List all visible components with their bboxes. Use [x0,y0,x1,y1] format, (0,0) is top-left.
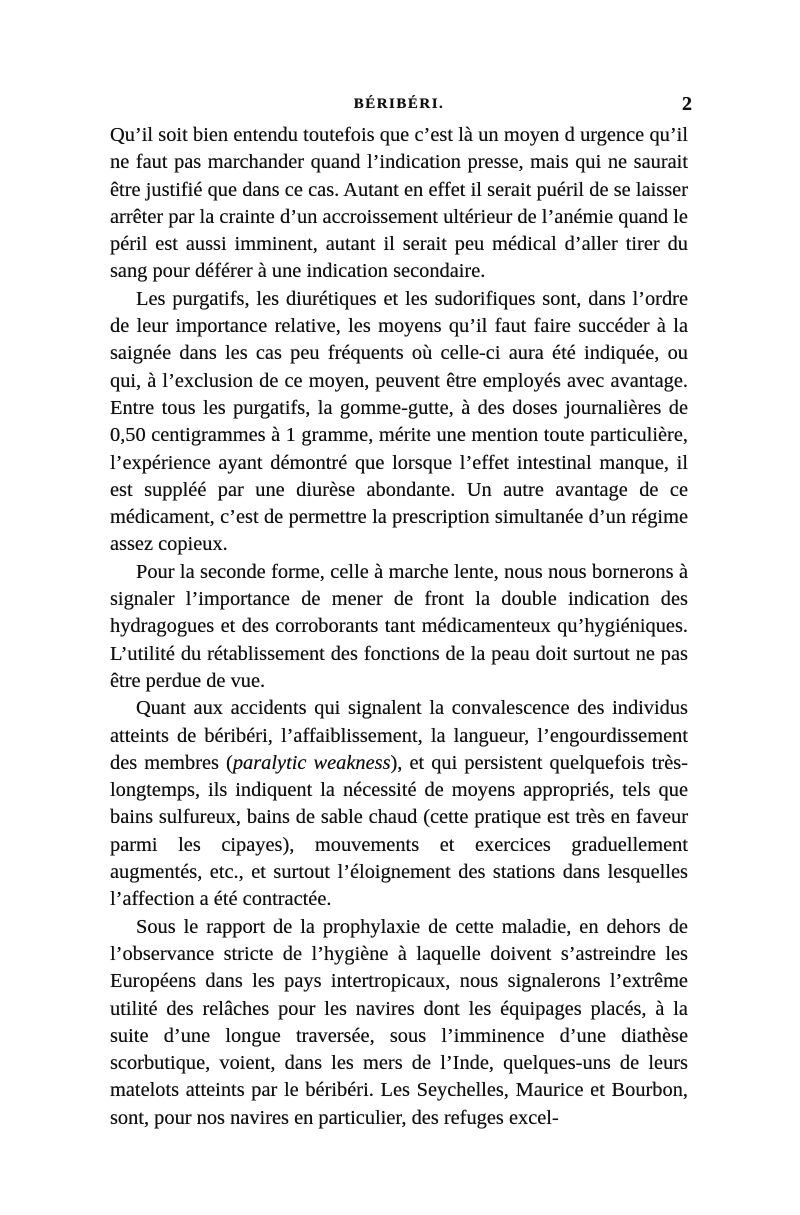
italic-term: paralytic weakness [232,751,391,774]
body-text [110,122,688,1132]
paragraph-1: Qu’il soit bien entendu toutefois que c’est là un moyen d urgence qu’il ne faut pas marchander quand l’indication presse, mais qui ne saurait être justifié que dans ce cas. Autant en effet il serait puéril de se laisser arrêter par la crainte d’un accroissement ultérieur de l’anémie quand le péril est aussi imminent, autant il serait peu médical d’aller tirer du sang pour déférer à une indication secondaire. [110,124,688,283]
running-head [110,93,692,120]
paragraph-2: Les purgatifs, les diurétiques et les sudorifiques sont, dans l’ordre de leur importance relative, les moyens qu’il faut faire succéder à la saignée dans les cas peu fréquents où celle-ci aura été indiquée, ou qui, à l’exclusion de ce moyen, peuvent être employés avec avantage. Entre tous les purgatifs, la gomme-gutte, à des doses journalières de 0,50 centigrammes à 1 gramme, mérite une mention toute particulière, l’expérience ayant démontré que lorsque l’effet intestinal manque, il est suppléé par une diurèse abondante. Un autre avantage de ce médicament, c’est de permettre la prescription simultanée d’un régime assez copieux. [110,287,688,556]
paragraph-4: Quant aux accidents qui signalent la convalescence des individus atteints de béribéri, l’affaiblissement, la langueur, l’engourdissement des membres (paralytic weakness), et qui persistent quelquefois très-longtemps, ils indiquent la nécessité de moyens appropriés, tels que bains sulfureux, bains de sable chaud (cette pratique est très en faveur parmi les cipayes), mouvements et exercices graduellement augmentés, etc., et surtout l’éloignement des stations dans lesquelles l’affection a été contractée. [110,697,688,911]
running-title: BÉRIBÉRI. [353,96,445,112]
paragraph-3: Pour la seconde forme, celle à marche lente, nous nous bornerons à signaler l’importance de mener de front la double indication des hydragogues et des corroborants tant médicamenteux qu’hygiéniques. L’utilité du rétablissement des fonctions de la peau doit surtout ne pas être perdue de vue. [110,560,688,692]
paragraph-5: Sous le rapport de la prophylaxie de cette maladie, en dehors de l’observance stricte de l’hygiène à laquelle doivent s’astreindre les Européens dans les pays intertropicaux, nous signalerons l’extrême utilité des relâches pour les navires dont les équipages placés, à la suite d’une longue traversée, sous l’imminence d’une diathèse scorbutique, voient, dans les mers de l’Inde, quelques-uns de leurs matelots atteints par le béribéri. Les Seychelles, Maurice et Bourbon, sont, pour nos navires en particulier, des refuges excel- [110,915,688,1129]
page-number: 2 [682,93,692,115]
